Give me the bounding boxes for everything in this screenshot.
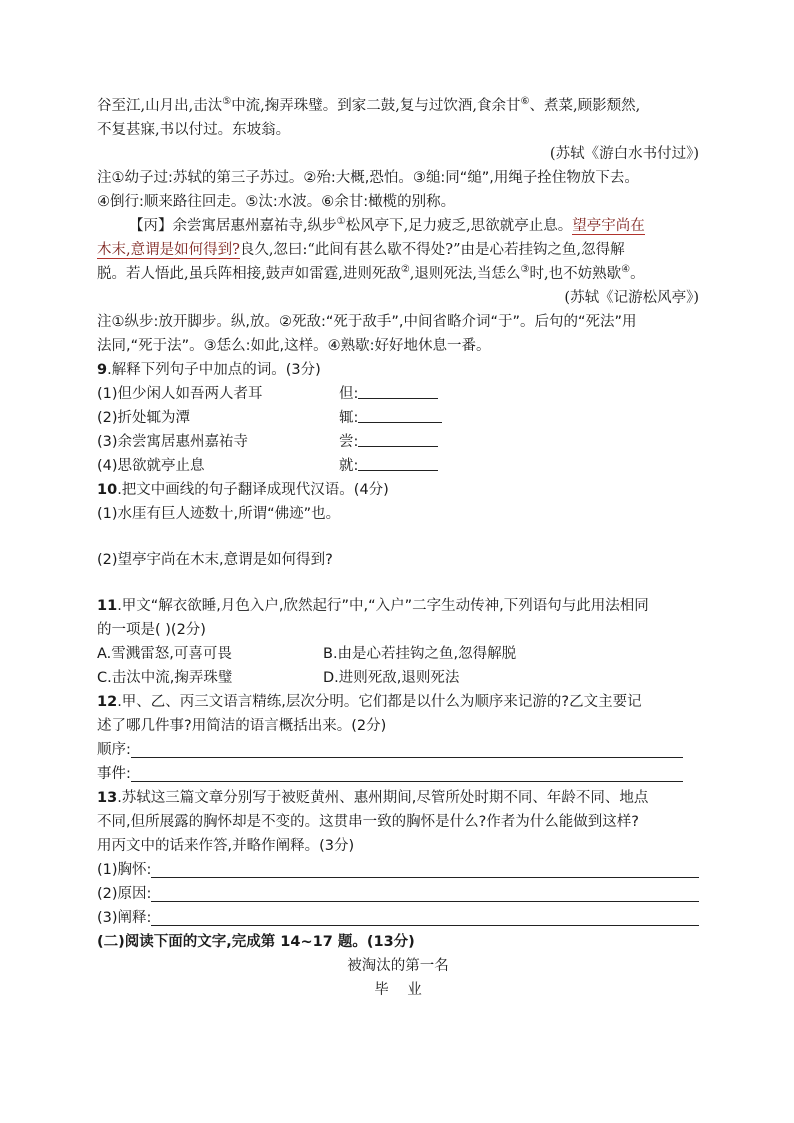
question-11-cont: 的一项是( )(2分) [97,622,206,638]
option-c[interactable]: C.击汰中流,掬弄珠璧 [97,670,233,686]
question-9: 9.解释下列句子中加点的词。(3分) [97,362,321,378]
section-2-heading: (二)阅读下面的文字,完成第 14~17 题。(13分) [97,934,415,950]
q9-item-3: (3)余尝寓居惠州嘉祐寺 尝: [97,430,699,454]
question-13: 13.苏轼这三篇文章分别写于被贬黄州、惠州期间,尽管所处时期不同、年龄不同、地点 [97,790,649,806]
q12-event-line: 事件: [97,762,683,786]
q13-reason-line: (2)原因: [97,882,699,906]
question-10: 10.把文中画线的句子翻译成现代汉语。(4分) [97,482,389,498]
q13-explain-line: (3)阐释: [97,906,699,930]
q9-item-1: (1)但少闲人如吾两人者耳 但: [97,382,699,406]
q9-answer-blank-4[interactable] [358,454,438,471]
question-12-cont: 述了哪几件事?用简洁的语言概括出来。(2分) [97,718,387,734]
q9-answer-blank-3[interactable] [358,430,438,447]
q10-sentence-1: (1)水厓有巨人迹数十,所谓“佛迹”也。 [97,506,341,522]
passage-bing-source: (苏轼《记游松风亭》) [564,290,699,306]
q13-reason-blank[interactable] [151,886,699,902]
q12-order-line: 顺序: [97,738,683,762]
article-title: 被淘汰的第一名 [347,958,449,974]
q9-item-2: (2)折处辄为潭 辄: [97,406,699,430]
q12-order-blank[interactable] [131,742,683,758]
note-yi-line-1: 注①幼子过:苏轼的第三子苏过。②殆:大概,恐怕。③缒:同“缒”,用绳子拴住物放下去。 [97,170,639,186]
q13-mind-blank[interactable] [151,862,699,878]
q13-explain-blank[interactable] [151,910,699,926]
q11-options-row-2 [97,666,699,690]
note-yi-line-2: ④倒行:顺来路往回走。⑤汰:水波。⑥余甘:橄榄的别称。 [97,194,456,210]
option-a[interactable]: A.雪溅雷怒,可喜可畏 [97,646,232,662]
question-13-cont-2: 用丙文中的话来作答,并略作阐释。(3分) [97,838,355,854]
article-author: 毕 业 [374,982,422,998]
option-b[interactable]: B.由是心若挂钩之鱼,忽得解脱 [323,646,517,662]
passage-yi-source: (苏轼《游白水书付过》) [549,146,699,162]
answer-space[interactable] [97,572,699,594]
question-11: 11.甲文“解衣欲睡,月色入户,欣然起行”中,“入户”二字生动传神,下列语句与此用法相同 [97,598,649,614]
q12-event-blank[interactable] [131,766,683,782]
q13-mind-line: (1)胸怀: [97,858,699,882]
underlined-sentence-part-2: 木末,意谓是如何得到? [97,242,240,258]
answer-space[interactable] [97,526,699,548]
exam-page [97,94,699,1002]
note-bing-line-2: 法同,“死于法”。③恁么:如此,这样。④熟歇:好好地休息一番。 [97,338,491,354]
q10-sentence-2: (2)望亭宇尚在木末,意谓是如何得到? [97,552,333,568]
passage-bing-line-2: 木末,意谓是如何得到?良久,忽曰:“此间有甚么歇不得处?”由是心若挂钩之鱼,忽得解 [97,242,625,258]
q9-answer-blank-2[interactable] [358,406,442,423]
question-12: 12.甲、乙、丙三文语言精练,层次分明。它们都是以什么为顺序来记游的?乙文主要记 [97,694,642,710]
passage-yi-line-1: 谷至江,山月出,击汰⑤中流,掬弄珠璧。到家二鼓,复与过饮酒,食余甘⑥、煮菜,顾影颓然, [97,96,641,114]
q11-options-row-1 [97,642,699,666]
passage-bing-line-3: 脱。若人悟此,虽兵阵相接,鼓声如雷霆,进则死敌②,退则死法,当恁么③时,也不妨熟歇④。 [97,264,645,282]
q9-item-4: (4)思欲就亭止息 就: [97,454,699,478]
question-13-cont-1: 不同,但所展露的胸怀却是不变的。这贯串一致的胸怀是什么?作者为什么能做到这样? [97,814,639,830]
underlined-sentence-part-1: 望亭宇尚在 [572,218,645,234]
q9-answer-blank-1[interactable] [358,382,438,399]
option-d[interactable]: D.进则死敌,退则死法 [323,670,460,686]
passage-bing-line-1: 【丙】余尝寓居惠州嘉祐寺,纵步①松风亭下,足力疲乏,思欲就亭止息。望亭宇尚在 [129,216,645,234]
passage-yi-line-2: 不复甚寐,书以付过。东坡翁。 [97,122,291,138]
note-bing-line-1: 注①纵步:放开脚步。纵,放。②死敌:“死于敌手”,中间省略介词“于”。后句的“死法”用 [97,314,637,330]
